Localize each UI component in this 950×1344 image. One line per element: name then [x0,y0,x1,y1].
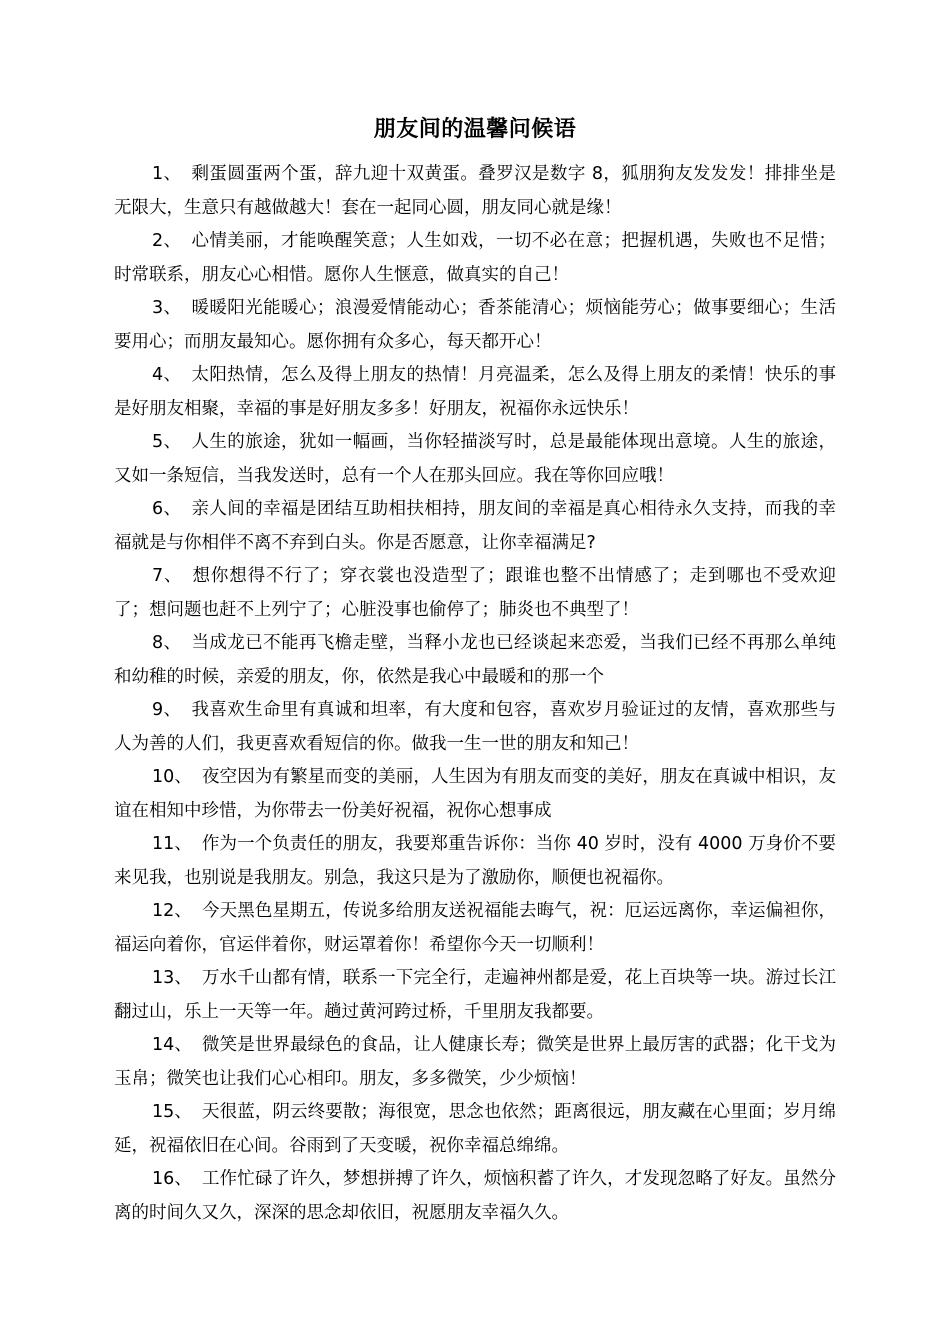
item-number: 11、 [152,834,192,854]
greeting-list [114,158,836,1230]
greeting-item [114,1029,836,1096]
greeting-item [114,292,836,359]
item-text: 心情美丽，才能唤醒笑意；人生如戏，一切不必在意；把握机遇，失败也不足惜；时常联系，朋友心心相惜。愿你人生惬意，做真实的自己！ [114,231,836,285]
document-title: 朋友间的温馨问候语 [373,117,577,142]
greeting-item [114,694,836,761]
item-text: 亲人间的幸福是团结互助相扶相持，朋友间的幸福是真心相待永久支持，而我的幸福就是与你相伴不离不弃到白头。你是否愿意，让你幸福满足? [114,499,836,553]
item-text: 工作忙碌了许久，梦想拼搏了许久，烦恼积蓄了许久，才发现忽略了好友。虽然分离的时间久又久，深深的思念却依旧，祝愿朋友幸福久久。 [114,1169,836,1223]
greeting-item [114,627,836,694]
greeting-item [114,828,836,895]
greeting-item [114,158,836,225]
item-text: 我喜欢生命里有真诚和坦率，有大度和包容，喜欢岁月验证过的友情，喜欢那些与人为善的人们，我更喜欢看短信的你。做我一生一世的朋友和知己！ [114,700,836,754]
item-number: 13、 [152,968,192,988]
item-number: 5、 [152,432,182,452]
item-text: 当成龙已不能再飞檐走壁，当释小龙也已经谈起来恋爱，当我们已经不再那么单纯和幼稚的时候，亲爱的朋友，你，依然是我心中最暖和的那一个 [114,633,836,687]
item-number: 1、 [152,164,182,184]
item-number: 4、 [152,365,182,385]
item-number: 8、 [152,633,182,653]
item-number: 16、 [152,1169,192,1189]
item-text: 剩蛋圆蛋两个蛋，辞九迎十双黄蛋。叠罗汉是数字 8，狐朋狗友发发发！排排坐是无限大，生意只有越做越大！套在一起同心圆，朋友同心就是缘！ [114,164,836,218]
item-text: 想你想得不行了；穿衣裳也没造型了；跟谁也整不出情感了；走到哪也不受欢迎了；想问题也赶不上列宁了；心脏没事也偷停了；肺炎也不典型了！ [114,566,836,620]
greeting-item [114,1163,836,1230]
item-number: 9、 [152,700,182,720]
item-number: 14、 [152,1035,192,1055]
item-text: 微笑是世界最绿色的食品，让人健康长寿；微笑是世界上最厉害的武器；化干戈为玉帛；微笑也让我们心心相印。朋友，多多微笑，少少烦恼！ [114,1035,836,1089]
greeting-item [114,761,836,828]
item-text: 太阳热情，怎么及得上朋友的热情！月亮温柔，怎么及得上朋友的柔情！快乐的事是好朋友相聚，幸福的事是好朋友多多！好朋友，祝福你永远快乐！ [114,365,836,419]
item-number: 2、 [152,231,182,251]
greeting-item [114,426,836,493]
document-page [114,108,836,1230]
item-text: 今天黑色星期五，传说多给朋友送祝福能去晦气，祝：厄运远离你，幸运偏袒你，福运向着你，官运伴着你，财运罩着你！希望你今天一切顺利！ [114,901,836,955]
greeting-item [114,359,836,426]
greeting-item [114,225,836,292]
item-text: 天很蓝，阴云终要散；海很宽，思念也依然；距离很远，朋友藏在心里面；岁月绵延，祝福依旧在心间。谷雨到了天变暖，祝你幸福总绵绵。 [114,1102,836,1156]
greeting-item [114,1096,836,1163]
greeting-item [114,560,836,627]
item-text: 人生的旅途，犹如一幅画，当你轻描淡写时，总是最能体现出意境。人生的旅途，又如一条短信，当我发送时，总有一个人在那头回应。我在等你回应哦！ [114,432,836,486]
item-number: 7、 [152,566,183,586]
item-text: 作为一个负责任的朋友，我要郑重告诉你：当你 40 岁时，没有 4000 万身价不要来见我，也别说是我朋友。别急，我这只是为了激励你，顺便也祝福你。 [114,834,836,888]
item-text: 夜空因为有繁星而变的美丽，人生因为有朋友而变的美好，朋友在真诚中相识，友谊在相知中珍惜，为你带去一份美好祝福，祝你心想事成 [114,767,836,821]
item-text: 万水千山都有情，联系一下完全行，走遍神州都是爱，花上百块等一块。游过长江翻过山，乐上一天等一年。趟过黄河跨过桥，千里朋友我都要。 [114,968,836,1022]
item-text: 暖暖阳光能暖心；浪漫爱情能动心；香茶能清心；烦恼能劳心；做事要细心；生活要用心；而朋友最知心。愿你拥有众多心，每天都开心！ [114,298,836,352]
item-number: 12、 [152,901,192,921]
greeting-item [114,895,836,962]
greeting-item [114,962,836,1029]
item-number: 15、 [152,1102,192,1122]
item-number: 10、 [152,767,192,787]
item-number: 3、 [152,298,182,318]
item-number: 6、 [152,499,182,519]
greeting-item [114,493,836,560]
